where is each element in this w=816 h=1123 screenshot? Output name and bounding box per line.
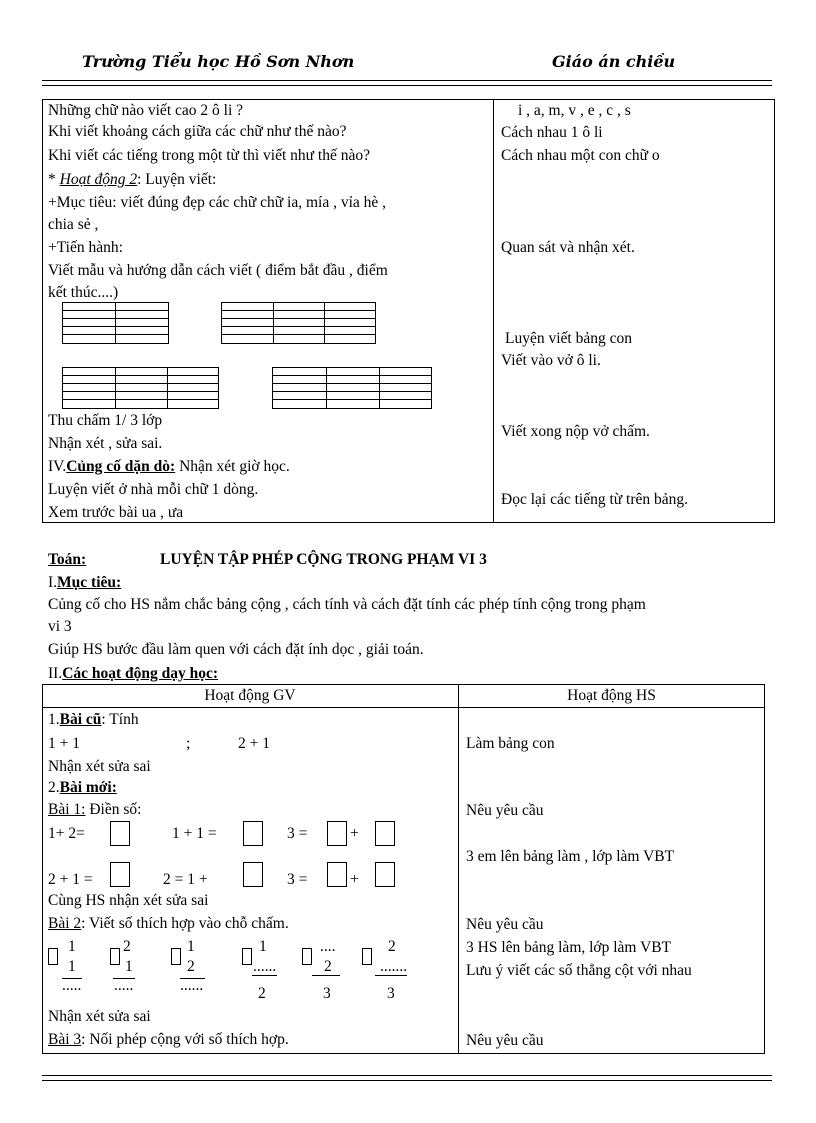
hs-request-3: Nêu yêu cầu [466,1032,544,1049]
section-i-heading: I.Mục tiêu: [48,574,122,591]
preview-line: Xem trước bài ua , ưa [48,504,184,521]
procedure-label: +Tiến hành: [48,239,123,256]
v2-bot: ..... [114,977,134,994]
hs-column-note: Lưu ý viết các số thẳng cột với nhau [466,962,692,979]
v4-bot: 2 [258,985,266,1002]
expr-1: 1 + 1 [48,735,80,752]
sum-line [252,975,277,976]
demo-line: Viết mẫu và hướng dẫn cách viết ( điểm bắt đầu , điểm [48,262,388,279]
footer-rule [42,1075,772,1081]
header-student: Hoạt động HS [567,687,656,704]
activities-divider [458,684,459,1054]
writing-grid-3 [62,367,219,409]
review-3: Nhận xét sửa sai [48,1008,151,1025]
grading-line: Thu chấm 1/ 3 lớp [48,412,163,429]
answer-box[interactable] [327,821,347,846]
question-2-oli: Những chữ nào viết cao 2 ô li ? [48,102,243,119]
v1-top: 1 [68,938,76,955]
header-teacher: Hoạt động GV [204,687,296,704]
answer-board: Luyện viết bảng con [505,330,632,347]
writing-grid-4 [272,367,432,409]
section-ii-heading: II.Các hoạt động dạy học: [48,665,219,682]
ex1-expr-b: 1 + 1 = [172,825,217,842]
plus-box [171,948,181,965]
answer-box[interactable] [110,862,130,887]
activity-2-label: Hoạt động 2 [59,171,138,188]
exercise-2-label: Bài 2: Viết số thích hợp vào chỗ chấm. [48,915,289,932]
answer-spacing: Cách nhau 1 ô li [501,124,603,141]
v3-top: 1 [187,938,195,955]
question-word-spacing: Khi viết các tiếng trong một từ thì viết như thế nào? [48,147,370,164]
new-lesson-heading: 2.Bài mới: [48,779,117,796]
plus-box [302,948,312,965]
ex1-expr-d: 2 + 1 = [48,871,93,888]
v5-mid: 2 [324,958,332,975]
demo-line-2: kết thúc....) [48,284,119,301]
old-lesson-heading: 1.Bài cũ: Tính [48,711,139,728]
plus-box [242,948,252,965]
answer-box[interactable] [243,862,263,887]
plus-box [48,948,58,965]
hs-request-2: Nêu yêu cầu [466,916,544,933]
v5-top: .... [320,938,336,955]
v5-bot: 3 [323,985,331,1002]
exercise-1-label: Bài 1: Điền số: [48,801,142,818]
hs-board: Làm bảng con [466,735,555,752]
answer-box[interactable] [327,862,347,887]
answer-box[interactable] [110,821,130,846]
review-line: Nhận xét , sửa sai. [48,435,163,452]
goal-line: +Mục tiêu: viết đúng đẹp các chữ chữ ia, mía , vỉa hè , [48,194,387,211]
activities-header-rule [42,707,765,708]
answer-submit: Viết xong nộp vở chấm. [501,423,650,440]
v1-bot: ..... [62,977,82,994]
v6-bot: 3 [387,985,395,1002]
answer-notebook: Viết vào vở ô li. [501,352,601,369]
question-spacing: Khi viết khoảng cách giữa các chữ như thế nào? [48,123,347,140]
activity-2-line: * Hoạt động 2: Luyện viết: [48,171,217,188]
sum-line [312,975,340,976]
separator: ; [186,735,191,752]
ex1-expr-f: 3 = [287,871,308,888]
v2-top: 2 [123,938,131,955]
section-iv-line: IV.Củng cố dặn dò: Nhận xét giờ học. [48,458,290,475]
answer-box[interactable] [375,821,395,846]
writing-grid-2 [221,302,376,344]
ex1-expr-c: 3 = [287,825,308,842]
goal-2: Giúp HS bước đầu làm quen với cách đặt ính dọc , giải toán. [48,641,424,658]
activities-table [42,684,765,1054]
plus-box [110,948,120,965]
hs-request-1: Nêu yêu cầu [466,802,544,819]
v1-mid: 1 [68,958,76,975]
school-name: Trường Tiểu học Hồ Sơn Nhơn [82,52,355,71]
top-table-divider [493,99,494,523]
plus-sign: + [350,871,359,888]
subject-label: Toán: [48,551,87,568]
document-type: Giáo án chiều [552,52,676,71]
review-1: Nhận xét sửa sai [48,758,151,775]
answer-box[interactable] [375,862,395,887]
answer-reread: Đọc lại các tiếng từ trên bảng. [501,491,689,508]
section-iv-heading: Củng cố dặn dò: [66,458,176,475]
hs-board-work-2: 3 HS lên bảng làm, lớp làm VBT [466,939,672,956]
goal-1-cont: vi 3 [48,618,72,635]
answer-letters: i , a, m, v , e , c , s [518,102,631,119]
sum-line [375,975,407,976]
plus-sign: + [350,825,359,842]
goal-1: Củng cố cho HS nắm chắc bảng cộng , cách tính và cách đặt tính các phép tính cộng trong phạm [48,596,646,613]
review-2: Cùng HS nhận xét sửa sai [48,892,209,909]
v4-top: 1 [259,938,267,955]
v3-bot: ...... [180,977,204,994]
hs-board-work-1: 3 em lên bảng làm , lớp làm VBT [466,848,675,865]
exercise-3-label: Bài 3: Nối phép cộng với số thích hợp. [48,1031,289,1048]
answer-box[interactable] [243,821,263,846]
header-rule [42,80,772,86]
ex1-expr-a: 1+ 2= [48,825,85,842]
v2-mid: 1 [125,958,133,975]
v6-top: 2 [388,938,396,955]
expr-2: 2 + 1 [238,735,270,752]
plus-box [362,948,372,965]
goal-line-2: chia sẻ , [48,216,99,233]
v3-mid: 2 [187,958,195,975]
v6-mid: ....... [380,958,408,975]
ex1-expr-e: 2 = 1 + [163,871,208,888]
writing-grid-1 [62,302,169,344]
answer-observe: Quan sát và nhận xét. [501,239,635,256]
answer-word-spacing: Cách nhau một con chữ o [501,147,660,164]
homework-line: Luyện viết ở nhà mỗi chữ 1 dòng. [48,481,259,498]
v4-mid: ...... [253,958,277,975]
lesson-title: LUYỆN TẬP PHÉP CỘNG TRONG PHẠM VI 3 [160,551,487,568]
